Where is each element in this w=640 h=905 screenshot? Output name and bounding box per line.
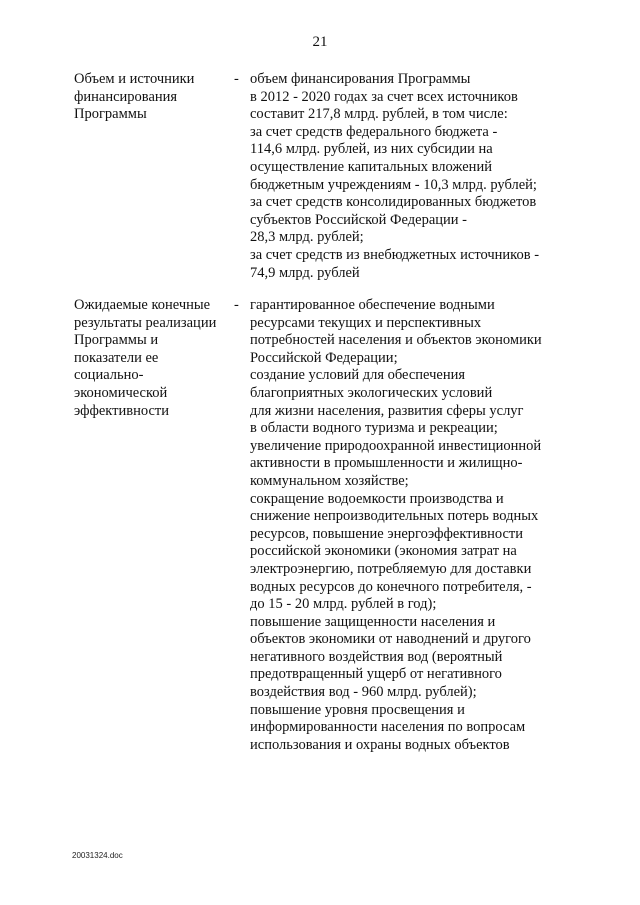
- content-line: в области водного туризма и рекреации;: [250, 420, 498, 437]
- label-line: эффективности: [74, 402, 169, 419]
- content-line: субъектов Российской Федерации -: [250, 211, 467, 228]
- label-line: финансирования: [74, 88, 178, 105]
- content-line: Российской Федерации;: [250, 349, 398, 366]
- results-content: [250, 297, 570, 754]
- content-line: сокращение водоемкости производства и: [250, 490, 504, 507]
- content-line: активности в промышленности и жилищно-: [250, 455, 523, 472]
- label-line: экономической: [74, 384, 168, 401]
- content-line: ресурсов, повышение энергоэффективности: [250, 525, 524, 542]
- content-line: повышение защищенности населения и: [250, 613, 496, 630]
- content-line: водных ресурсов до конечного потребителя, -: [250, 578, 532, 595]
- content-line: за счет средств федерального бюджета -: [250, 123, 498, 140]
- content-line: благоприятных экологических условий: [250, 384, 493, 401]
- content-line: электроэнергию, потребляемую для доставки: [250, 560, 532, 577]
- label-line: показатели ее: [74, 349, 159, 366]
- content-line: потребностей населения и объектов экономики: [250, 332, 542, 349]
- label-line: социально-: [74, 367, 144, 384]
- content-line: объем финансирования Программы: [250, 71, 471, 87]
- content-line: использования и охраны водных объектов: [250, 736, 510, 753]
- content-line: информированности населения по вопросам: [250, 719, 526, 736]
- content-line: за счет средств из внебюджетных источников -: [250, 246, 540, 263]
- content-line: для жизни населения, развития сферы услуг: [250, 402, 524, 419]
- content-line: за счет средств консолидированных бюджетов: [250, 194, 537, 211]
- footer-filename: 20031324.doc: [72, 851, 123, 860]
- results-label: [74, 297, 234, 420]
- label-line: Ожидаемые конечные: [74, 297, 211, 313]
- content-line: негативного воздействия вод (вероятный: [250, 648, 503, 665]
- content-line: гарантированное обеспечение водными: [250, 297, 495, 313]
- content-line: 74,9 млрд. рублей: [250, 264, 360, 281]
- content-line: до 15 - 20 млрд. рублей в год);: [250, 596, 437, 613]
- content-line: снижение непроизводительных потерь водных: [250, 508, 539, 525]
- label-line: Программы: [74, 106, 147, 123]
- content-line: повышение уровня просвещения и: [250, 701, 465, 718]
- content-line: в 2012 - 2020 годах за счет всех источников: [250, 88, 518, 105]
- content-line: увеличение природоохранной инвестиционной: [250, 437, 542, 454]
- dash-marker: -: [234, 71, 239, 87]
- content-line: коммунальном хозяйстве;: [250, 472, 409, 489]
- content-line: российской экономики (экономия затрат на: [250, 543, 517, 560]
- content-line: составит 217,8 млрд. рублей, в том числе:: [250, 106, 508, 123]
- content-line: воздействия вод - 960 млрд. рублей);: [250, 684, 477, 701]
- dash-marker: -: [234, 297, 239, 313]
- content-line: объектов экономики от наводнений и другого: [250, 631, 531, 648]
- content-line: 114,6 млрд. рублей, из них субсидии на: [250, 141, 493, 158]
- financing-content: [250, 71, 570, 282]
- page-number: 21: [312, 34, 328, 50]
- content-line: осуществление капитальных вложений: [250, 158, 492, 175]
- content-line: создание условий для обеспечения: [250, 367, 466, 384]
- financing-label: [74, 71, 234, 124]
- label-line: Объем и источники: [74, 71, 195, 87]
- label-line: результаты реализации: [74, 314, 217, 331]
- content-line: предотвращенный ущерб от негативного: [250, 666, 502, 683]
- content-line: 28,3 млрд. рублей;: [250, 229, 364, 246]
- label-line: Программы и: [74, 332, 159, 349]
- content-line: ресурсами текущих и перспективных: [250, 314, 482, 331]
- content-line: бюджетным учреждениям - 10,3 млрд. рублей;: [250, 176, 537, 193]
